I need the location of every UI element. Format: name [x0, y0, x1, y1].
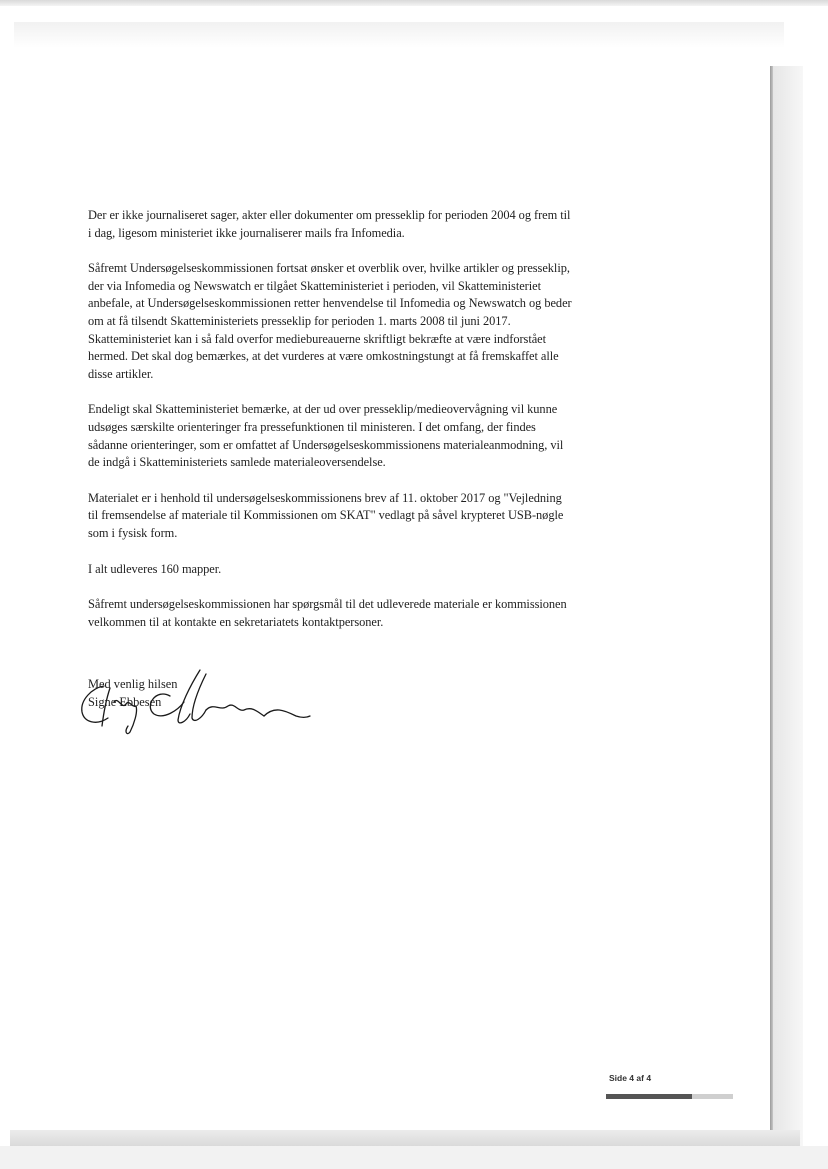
- scan-right-margin: [773, 66, 803, 1146]
- paragraph-mapper: I alt udleveres 160 mapper.: [88, 561, 222, 576]
- page-progress-bar: [606, 1094, 733, 1099]
- paragraph-materiale: Materialet er i henhold til undersøgelseskommissionens brev af 11. oktober 2017 og "Vejledning til fremsendelse af materiale til Kommissionen om SKAT" vedlagt på såvel krypteret USB-nøgle som i fysisk form.: [88, 490, 564, 540]
- paragraph-infomedia-request: Såfremt Undersøgelseskommissionen fortsat ønsker et overblik over, hvilke artikler og presseklip, der via Infomedia og Newswatch er tilgået Skatteministeriet i perioden, vil Skatteministeriet anbefale, at Undersøgelseskommissionen retter henvendelse til Infomedia og Newswatch og beder om at få tilsendt Skatteministeriets presseklip for perioden 1. marts 2008 til juni 2017. Skatteministeriet kan i så fald overfor mediebureauerne skriftligt bekræfte at være indforstået hermed. Det skal dog bemærkes, at det vurderes at være omkostningstungt at få fremskaffet alle disse artikler.: [88, 261, 572, 381]
- signer-name: Signe Ebbesen: [88, 694, 162, 709]
- paragraph-orienteringer: Endeligt skal Skatteministeriet bemærke, at der ud over presseklip/medieovervågning vil kunne udsøges særskilte orienteringer fra pressefunktionen til ministeren. I det omfang, der findes sådanne orienteringer, som er omfattet af Undersøgelseskommissionens materialeanmodning, vil de indgå i Skatteministeriets samlede materialeoversendelse.: [88, 402, 564, 470]
- letter-body: [88, 207, 574, 649]
- paragraph-journal: Der er ikke journaliseret sager, akter eller dokumenter om presseklip for perioden 2004 og frem til i dag, ligesom ministeriet ikke journaliserer mails fra Infomedia.: [88, 208, 571, 240]
- scan-bottom-edge: [10, 1130, 800, 1146]
- handwritten-signature: [74, 666, 314, 736]
- closing-salutation: Med venlig hilsen: [88, 677, 178, 691]
- scan-top-edge: [0, 0, 828, 6]
- scan-top-shadow: [14, 22, 784, 48]
- page-progress-fill: [606, 1094, 692, 1099]
- paragraph-kontakt: Såfremt undersøgelseskommissionen har spørgsmål til det udleverede materiale er kommissionen velkommen til at kontakte en sekretariatets kontaktpersoner.: [88, 597, 567, 629]
- page-number: Side 4 af 4: [609, 1073, 652, 1083]
- scan-bottom-strip: [0, 1146, 828, 1169]
